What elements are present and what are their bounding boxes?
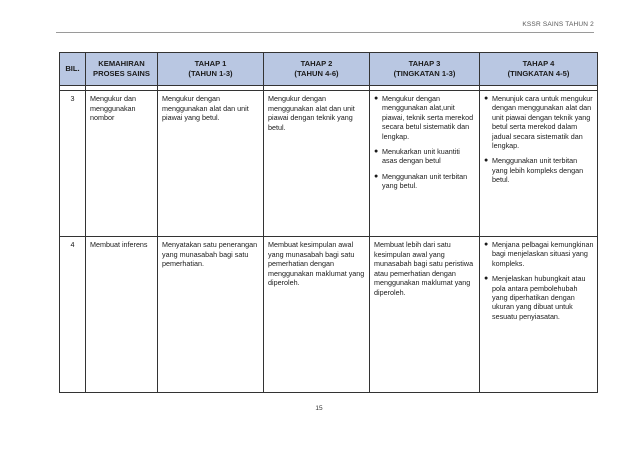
bullet-icon: ● bbox=[374, 95, 379, 102]
bullet-icon: ● bbox=[484, 275, 489, 283]
bullet-icon: ● bbox=[374, 172, 379, 180]
bullet-icon: ● bbox=[484, 157, 489, 165]
header-tahap1-line1: TAHAP 1 bbox=[194, 59, 227, 68]
header-tahap2-line1: TAHAP 2 bbox=[300, 59, 333, 68]
page-header: KSSR SAINS TAHUN 2 bbox=[522, 21, 594, 28]
list-item bbox=[484, 94, 594, 150]
tahap3-list bbox=[374, 94, 476, 191]
tahap4-list bbox=[484, 94, 594, 185]
header-tahap2 bbox=[264, 53, 370, 86]
tahap4-descriptor bbox=[480, 237, 598, 393]
tahap3-descriptor bbox=[370, 91, 480, 237]
header-tahap1 bbox=[158, 53, 264, 86]
table-row bbox=[60, 91, 598, 237]
list-item-text: Menggunakan unit terbitan yang betul. bbox=[382, 171, 468, 191]
skills-table bbox=[59, 52, 598, 393]
list-item-text: Menggunakan unit terbitan yang lebih kompleks dengan betul. bbox=[492, 156, 584, 185]
tahap4-descriptor bbox=[480, 91, 598, 237]
list-item bbox=[484, 156, 594, 184]
header-kemahiran-line2: PROSES SAINS bbox=[93, 69, 150, 78]
header-tahap1-line2: (TAHUN 1-3) bbox=[188, 69, 233, 78]
table-header-row bbox=[60, 53, 598, 86]
header-tahap4-line2: (TINGKATAN 4-5) bbox=[507, 69, 570, 78]
header-rule bbox=[56, 32, 594, 33]
header-tahap4-line1: TAHAP 4 bbox=[522, 59, 555, 68]
list-item bbox=[374, 172, 476, 191]
skill-name: Mengukur dan menggunakan nombor bbox=[86, 91, 158, 237]
tahap2-descriptor: Mengukur dengan menggunakan alat dan unit piawai dengan teknik yang betul. bbox=[264, 91, 370, 237]
header-kemahiran-line1: KEMAHIRAN bbox=[98, 59, 145, 68]
tahap4-list bbox=[484, 240, 594, 321]
row-number: 4 bbox=[60, 237, 86, 393]
bullet-icon: ● bbox=[484, 241, 489, 248]
header-bil-label: BIL. bbox=[65, 64, 80, 73]
list-item-text: Menjana pelbagai kemungkinan bagi menjelaskan situasi yang kompleks. bbox=[492, 240, 594, 268]
row-number: 3 bbox=[60, 91, 86, 237]
list-item-text: Mengukur dengan menggunakan alat,unit piawai, teknik serta merekod secara betul sistematik dan lengkap. bbox=[382, 94, 474, 141]
list-item bbox=[374, 94, 476, 141]
tahap2-descriptor: Membuat kesimpulan awal yang munasabah bagi satu pemerhatian dengan menggunakan maklumat yang diperoleh. bbox=[264, 237, 370, 393]
header-tahap2-line2: (TAHUN 4-6) bbox=[294, 69, 339, 78]
list-item bbox=[484, 240, 594, 268]
header-tahap3-line1: TAHAP 3 bbox=[408, 59, 441, 68]
list-item bbox=[484, 274, 594, 321]
header-bil bbox=[60, 53, 86, 86]
bullet-icon: ● bbox=[484, 95, 489, 102]
list-item-text: Menunjuk cara untuk mengukur dengan menggunakan alat dan unit piawai dengan teknik yang betul serta merekod dalam jadual secara sistematik dan lengkap. bbox=[492, 94, 593, 151]
tahap1-descriptor: Menyatakan satu penerangan yang munasabah bagi satu pemerhatian. bbox=[158, 237, 264, 393]
header-tahap3 bbox=[370, 53, 480, 86]
table-row bbox=[60, 237, 598, 393]
tahap3-descriptor: Membuat lebih dari satu kesimpulan awal yang munasabah bagi satu peristiwa atau pemerhatian dengan menggunakan maklumat yang diperoleh. bbox=[370, 237, 480, 393]
list-item-text: Menukarkan unit kuantiti asas dengan betul bbox=[382, 147, 460, 166]
bullet-icon: ● bbox=[374, 148, 379, 156]
tahap1-descriptor: Mengukur dengan menggunakan alat dan unit piawai yang betul. bbox=[158, 91, 264, 237]
list-item bbox=[374, 147, 476, 166]
header-tahap3-line2: (TINGKATAN 1-3) bbox=[393, 69, 456, 78]
header-kemahiran bbox=[86, 53, 158, 86]
skill-name: Membuat inferens bbox=[86, 237, 158, 393]
list-item-text: Menjelaskan hubungkait atau pola antara pembolehubah yang diperhatikan dengan ukuran yang dibuat untuk sesuatu penyiasatan. bbox=[492, 274, 586, 321]
header-tahap4 bbox=[480, 53, 598, 86]
page-number: 15 bbox=[315, 405, 323, 412]
